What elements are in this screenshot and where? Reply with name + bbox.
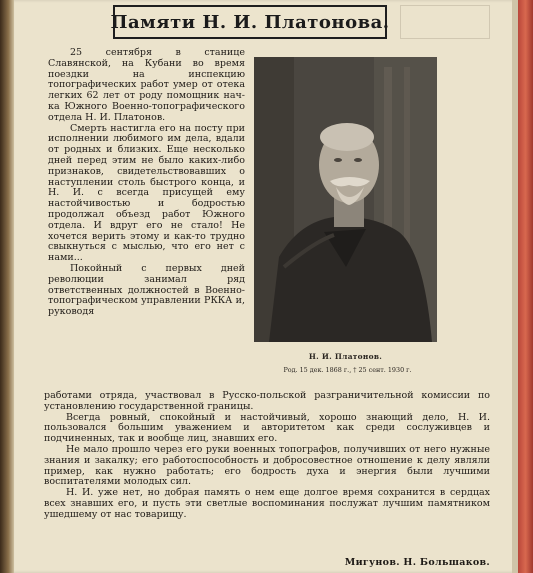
title-frame	[110, 5, 390, 39]
wide-text-block	[44, 391, 490, 521]
paragraph: 25 сентября в станице Славянской, на Кубани во время поездки на инспекцию топографических работ умер от отека легких 62 лет от роду помощник нач-ка Южного Военно-топографического отдела Н. И. Платонов.	[48, 47, 245, 123]
article-title: Памяти Н. И. Платонова.	[110, 11, 390, 33]
paragraph: Смерть настигла его на посту при исполнении любимого им дела, вдали от родных и близких. Еще несколько дней перед этим не было каких-либо признаков, свидетельствовавших о наступлении столь быстрого конца, и Н. И. с всегда присущей ему настойчивостью и бодростью продолжал объезд работ Южного отдела. И вдруг его не стало! Не хочется верить этому и как-то трудно свыкнуться с мыслью, что его нет с нами...	[48, 122, 245, 264]
narrow-text-column	[48, 48, 245, 318]
book-binding-edge	[0, 0, 14, 573]
book-cover-edge	[518, 0, 533, 573]
portrait-photo	[254, 57, 437, 342]
photo-caption-name: Н. И. Платонов.	[308, 352, 383, 361]
photo-caption-dates: Род. 15 дек. 1868 г., † 25 сент. 1930 г.	[283, 366, 412, 374]
paragraph: Н. И. уже нет, но добрая память о нем еще долгое время сохранится в сердцах всех знавших его, и пусть эти светлые воспоминания послужат лучшим памятником ушедшему от нас товарищу.	[44, 487, 490, 520]
portrait-image	[254, 57, 437, 342]
author-signature: Мигунов. Н. Большаков.	[344, 557, 490, 568]
paragraph: Не мало прошло через его руки военных топографов, получивших от него нужные знания и закалку; его работоспособность и добросовестное отношение к делу являли пример, как нужно работать; его бодрость духа и энергия были лучшими воспитателями молодых сил.	[44, 443, 490, 488]
paragraph: Покойный с первых дней революции занимал ряд ответственных должностей в Военно-топографическом управлении РККА и, руководя	[48, 262, 245, 318]
paragraph: Всегда ровный, спокойный и настойчивый, хорошо знающий дело, Н. И. пользовался большим уважением и авторитетом как среди сослуживцев и подчиненных, так и вообще лиц, знавших его.	[44, 411, 490, 445]
paragraph-continuation: работами отряда, участвовал в Русско-польской разграничительной комиссии по установлению государственной границы.	[44, 390, 490, 412]
faded-adjacent-heading-frame	[400, 5, 490, 39]
